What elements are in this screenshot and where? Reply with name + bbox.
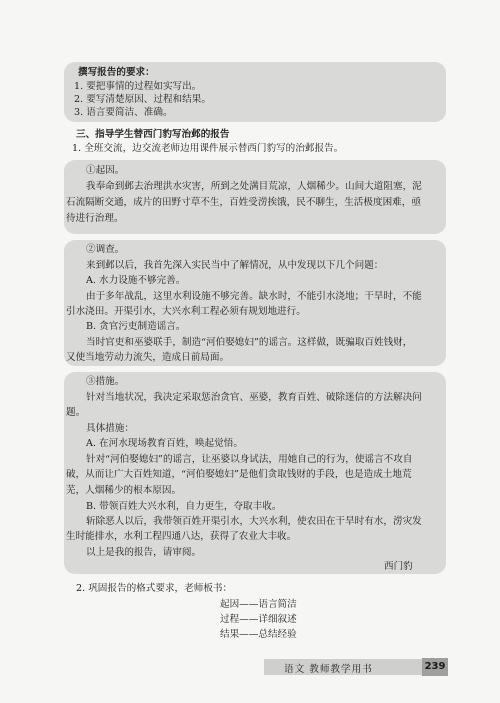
requirements-title: 撰写报告的要求： — [78, 67, 155, 78]
section-heading: 三、指导学生替西门豹写治邺的报告 — [76, 129, 230, 140]
measures-line: B. 带领百姓大兴水利，自力更生，夺取丰收。 — [86, 501, 282, 512]
measures-line: 芜，人烟稀少的根本原因。 — [66, 485, 182, 496]
investigation-line: 由于多年战乱，这里水利设施不够完善。缺水时，不能引水浇地；干旱时，不能 — [86, 291, 422, 302]
cause-line: 石流隔断交通，成片的田野寸草不生，百姓受涝挨饿，民不聊生，生活极度困难，亟 — [66, 197, 421, 208]
requirement-item: 1. 要把事情的过程如实写出。 — [74, 81, 202, 92]
board-line: 过程——详细叙述 — [220, 614, 297, 625]
report-signature: 西门豹 — [384, 561, 413, 572]
measures-line: A. 在河水现场教育百姓，唤起觉悟。 — [86, 438, 243, 449]
measures-line: 针对当地状况，我决定采取惩治贪官、巫婆，教育百姓、破除迷信的方法解决问 — [86, 392, 422, 403]
measures-line: 破，从而让广大百姓知道，“河伯娶媳妇”是他们贪取钱财的手段，也是造成土地荒 — [66, 469, 412, 480]
cause-line: 待进行治理。 — [66, 213, 124, 224]
page-number: 239 — [422, 658, 448, 676]
investigation-line: A. 水力设施不够完善。 — [86, 275, 186, 286]
measures-line: 斩除恶人以后，我带领百姓开渠引水，大兴水利，使农田在干旱时有水，涝灾发 — [86, 516, 422, 527]
investigation-line: B. 贪官污吏制造谣言。 — [86, 321, 186, 332]
measures-line: 具体措施： — [86, 423, 134, 434]
board-line: 结果——总结经验 — [220, 629, 297, 640]
investigation-line: 引水浇田。开渠引水，大兴水利工程必须有规划地进行。 — [66, 306, 306, 317]
measures-line: 生时能排水，水利工程四通八达，获得了农业大丰收。 — [66, 531, 297, 542]
step-one-text: 1. 全班交流，边交流老师边用课件展示替西门豹写的治邺报告。 — [72, 143, 344, 154]
footer-book-title: 语文 教师教学用书 — [284, 664, 373, 675]
step-two-text: 2. 巩固报告的格式要求，老师板书： — [76, 583, 233, 594]
investigation-line: 来到邺以后，我首先深入实民当中了解情况，从中发现以下几个问题： — [86, 260, 384, 271]
investigation-line: 又使当地劳动力流失，造成日前局面。 — [66, 352, 230, 363]
board-line: 起因——语言简洁 — [220, 599, 297, 610]
measures-line: 题。 — [66, 407, 86, 418]
cause-title: ①起因。 — [86, 165, 125, 176]
cause-line: 我奉命到邺去治理洪水灾害，所到之处满目荒凉，人烟稀少。山间大道阻塞，泥 — [86, 181, 422, 192]
measures-line: 以上是我的报告，请审阅。 — [86, 547, 202, 558]
measures-title: ③措施。 — [86, 376, 125, 387]
measures-line: 针对“河伯娶媳妇”的谣言，让巫婆以身试法，用她自己的行为，使谣言不攻自 — [86, 454, 413, 465]
requirement-item: 2. 要写清楚原因、过程和结果。 — [74, 94, 211, 105]
investigation-title: ②调查。 — [86, 244, 125, 255]
investigation-line: 当时官吏和巫婆联手，制造“河伯娶媳妇”的谣言。这样做，既骗取百姓钱财， — [86, 337, 413, 348]
requirement-item: 3. 语言要简洁、准确。 — [74, 107, 173, 118]
